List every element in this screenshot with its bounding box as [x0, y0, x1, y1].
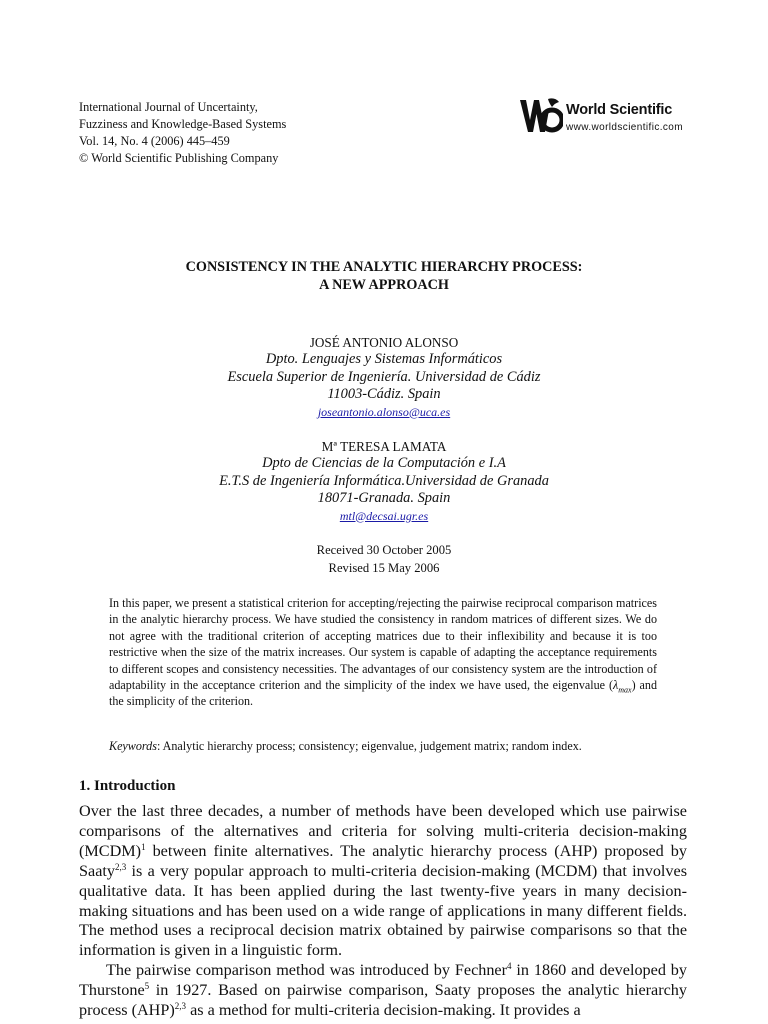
section-heading: 1. Introduction: [79, 778, 176, 794]
journal-copyright: © World Scientific Publishing Company: [79, 151, 279, 165]
keywords: [109, 738, 669, 754]
paragraph-text: between finite alternatives. The analytic hierarchy process (AHP) proposed by Saaty: [79, 841, 687, 880]
paper-title-line2: A NEW APPROACH: [319, 277, 449, 293]
paragraph-text: in 1927. Based on pairwise comparison, Saaty proposes the analytic hierarchy process (AHP): [79, 981, 687, 1020]
author-name: JOSÉ ANTONIO ALONSO: [309, 335, 459, 350]
journal-name-line1: International Journal of Uncertainty,: [79, 100, 258, 114]
citation-ref[interactable]: 1: [141, 841, 146, 852]
intro-body: [79, 802, 687, 1021]
citation-ref[interactable]: 5: [144, 981, 150, 992]
intro-paragraph-1: [79, 802, 687, 961]
author-affiliation: Escuela Superior de Ingeniería. Universidad de Cádiz: [227, 368, 541, 385]
paragraph-text: Over the last three decades, a number of methods have been developed which use pairwise comparisons of the alternatives and criteria for solving multi-criteria decision-making (MCDM): [79, 802, 687, 860]
keywords-text: : Analytic hierarchy process; consistency; eigenvalue, judgement matrix; random index.: [156, 739, 582, 753]
citation-ref[interactable]: 4: [507, 961, 512, 972]
author-block-1: [0, 334, 768, 420]
author-email-link[interactable]: mtl@decsai.ugr.es: [339, 508, 429, 523]
citation-ref[interactable]: 2,3: [174, 1001, 187, 1012]
journal-volume: Vol. 14, No. 4 (2006) 445–459: [79, 134, 230, 148]
publisher-logo[interactable]: [519, 96, 689, 136]
journal-name-line2: Fuzziness and Knowledge-Based Systems: [79, 117, 287, 131]
revised-date: Revised 15 May 2006: [328, 560, 440, 575]
author-block-2: [0, 438, 768, 524]
author-affiliation: Dpto. Lenguajes y Sistemas Informáticos: [265, 351, 503, 367]
author-affiliation: E.T.S de Ingeniería Informática.Universidad de Granada: [219, 472, 549, 489]
journal-info: [79, 99, 286, 167]
lambda-symbol: λ: [612, 678, 619, 693]
world-scientific-logo-icon: [519, 96, 563, 136]
abstract-text: In this paper, we present a statistical criterion for accepting/rejecting the pairwise reciprocal comparison matrices in the analytic hierarchy process. We have studied the consistency in random matrices of different sizes. We do not agree with the traditional criterion of accepting matrices due to their inflexibility and because it is too restrictive when the size of the matrix increases. Our system is capable of adapting the acceptance requirements to different scopes and consistency necessities. The advantages of our consistency system are the introduction of adaptability in the acceptance criterion and the simplicity of the index we have used, the eigenvalue (: [109, 596, 657, 693]
paragraph-text: in 1860 and developed by Thurstone: [79, 961, 687, 1000]
author-name: Mª TERESA LAMATA: [321, 439, 447, 454]
abstract: [109, 595, 657, 710]
intro-paragraph-2: [79, 961, 687, 1021]
author-email-link[interactable]: joseantonio.alonso@uca.es: [317, 404, 451, 419]
paragraph-text: is a very popular approach to multi-criteria decision-making (MCDM) that involves qualitative data. It has been applied during the last twenty-five years in many decision-making situations and has been used on a wide range of applications in many different fields. The method uses a reciprocal decision matrix obtained by pairwise comparisons so that the information is given in a linguistic form.: [79, 861, 687, 960]
citation-ref[interactable]: 2,3: [114, 861, 127, 872]
publisher-name: World Scientific: [566, 102, 673, 118]
keywords-label: Keywords: [109, 739, 157, 753]
author-affiliation: 18071-Granada. Spain: [317, 490, 451, 506]
author-affiliation: 11003-Cádiz. Spain: [327, 386, 441, 402]
author-affiliation: Dpto de Ciencias de la Computación e I.A: [262, 455, 506, 471]
submission-dates: [0, 542, 768, 577]
received-date: Received 30 October 2005: [316, 543, 452, 557]
paragraph-text: as a method for multi-criteria decision-making. It provides a: [186, 1001, 581, 1020]
lambda-subscript: max: [618, 685, 632, 695]
paper-title: [0, 258, 768, 294]
paragraph-text: The pairwise comparison method was introduced by Fechner: [106, 961, 508, 980]
paper-title-line1: CONSISTENCY IN THE ANALYTIC HIERARCHY PROCESS:: [185, 259, 583, 275]
abstract-text-end: ) and the simplicity of the criterion.: [109, 678, 657, 709]
publisher-url[interactable]: www.worldscientific.com: [566, 122, 684, 133]
